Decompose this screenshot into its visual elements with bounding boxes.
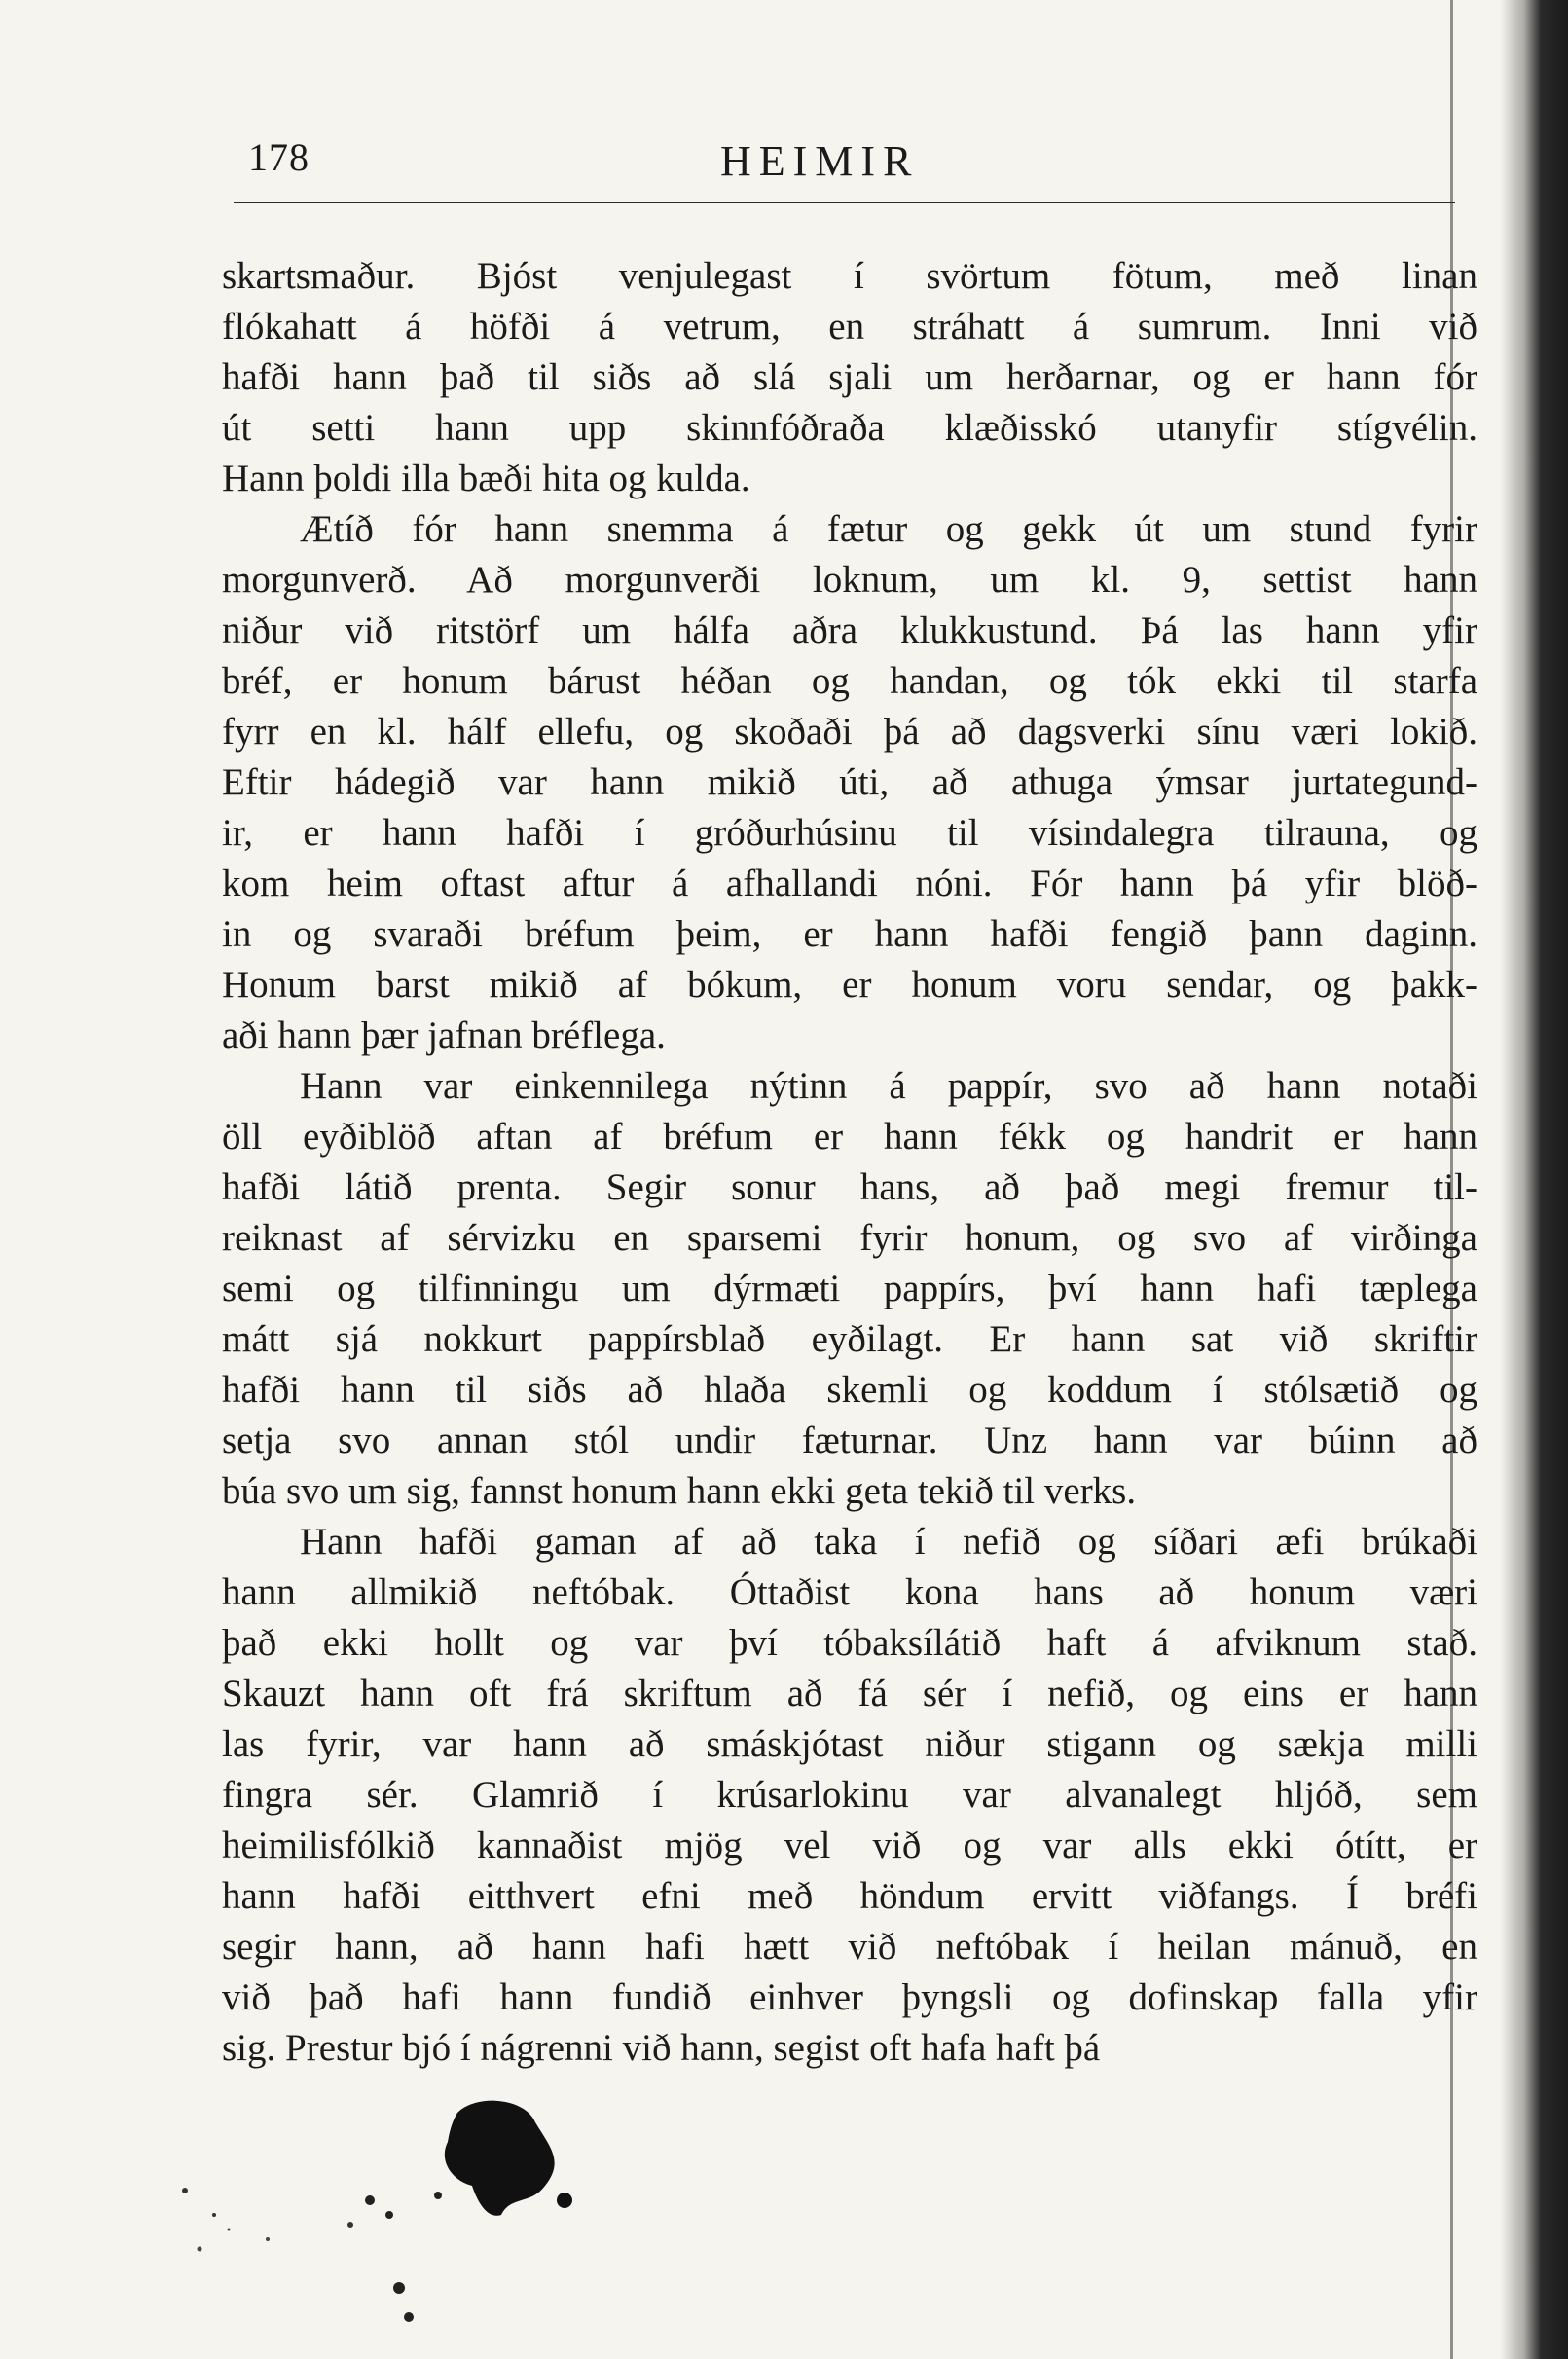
text-line: sig. Prestur bjó í nágrenni við hann, segist oft hafa haft þá [222, 2027, 1101, 2069]
paragraph [222, 1517, 1477, 2074]
text-line: semi og tilfinningu um dýrmæti pappírs, því hann hafi tæplega [222, 1268, 1477, 1309]
header-rule [234, 202, 1455, 203]
text-line: niður við ritstörf um hálfa aðra klukkustund. Þá las hann yfir [222, 609, 1477, 651]
text-line: segir hann, að hann hafi hætt við neftóbak í heilan mánuð, en [222, 1926, 1477, 1968]
text-line: setja svo annan stól undir fæturnar. Unz hann var búinn að [222, 1419, 1477, 1461]
paragraph [222, 251, 1477, 504]
text-line: in og svaraði bréfum þeim, er hann hafði fengið þann daginn. [222, 913, 1477, 955]
text-line: það ekki hollt og var því tóbaksílátið haft á afviknum stað. [222, 1622, 1477, 1664]
page-number: 178 [248, 135, 310, 179]
text-line: Honum barst mikið af bókum, er honum voru sendar, og þakk- [222, 964, 1477, 1006]
text-line: aði hann þær jafnan bréflega. [222, 1014, 666, 1056]
text-line: út setti hann upp skinnfóðraða klæðisskó utanyfir stígvélin. [222, 407, 1477, 449]
running-title: HEIMIR [720, 137, 920, 185]
text-line: hann hafði eitthvert efni með höndum ervitt viðfangs. Í bréfi [222, 1875, 1477, 1917]
text-line: hafði hann til siðs að hlaða skemli og koddum í stólsætið og [222, 1369, 1477, 1411]
text-line: hafði látið prenta. Segir sonur hans, að það megi fremur til- [222, 1166, 1477, 1208]
paragraph [222, 1061, 1477, 1517]
ink-speckles [175, 2171, 565, 2356]
text-line: Hann var einkennilega nýtinn á pappír, svo að hann notaði [300, 1065, 1477, 1107]
text-line: búa svo um sig, fannst honum hann ekki geta tekið til verks. [222, 1470, 1137, 1512]
text-line: flókahatt á höfði á vetrum, en stráhatt á sumrum. Inni við [222, 306, 1477, 348]
binding-edge [1500, 0, 1568, 2359]
text-line: fingra sér. Glamrið í krúsarlokinu var alvanalegt hljóð, sem [222, 1774, 1477, 1816]
text-line: morgunverð. Að morgunverði loknum, um kl. 9, settist hann [222, 559, 1477, 601]
text-line: hann allmikið neftóbak. Óttaðist kona hans að honum væri [222, 1571, 1477, 1613]
text-line: bréf, er honum bárust héðan og handan, og tók ekki til starfa [222, 660, 1477, 702]
text-line: las fyrir, var hann að smáskjótast niður stigann og sækja milli [222, 1723, 1477, 1765]
page-header [248, 127, 1455, 195]
text-line: Skauzt hann oft frá skriftum að fá sér í nefið, og eins er hann [222, 1673, 1477, 1714]
text-line: skartsmaður. Bjóst venjulegast í svörtum fötum, með linan [222, 255, 1477, 297]
text-line: hafði hann það til siðs að slá sjali um herðarnar, og er hann fór [222, 356, 1477, 398]
text-line: ir, er hann hafði í gróðurhúsinu til vísindalegra tilrauna, og [222, 812, 1477, 854]
text-line: öll eyðiblöð aftan af bréfum er hann fékk og handrit er hann [222, 1116, 1477, 1158]
text-line: Eftir hádegið var hann mikið úti, að athuga ýmsar jurtategund- [222, 761, 1477, 803]
text-line: Ætíð fór hann snemma á fætur og gekk út um stund fyrir [300, 508, 1477, 550]
text-line: Hann hafði gaman af að taka í nefið og síðari æfi brúkaði [300, 1521, 1477, 1563]
paragraph [222, 504, 1477, 1061]
text-line: reiknast af sérvizku en sparsemi fyrir honum, og svo af virðinga [222, 1217, 1477, 1259]
text-line: fyrr en kl. hálf ellefu, og skoðaði þá að dagsverki sínu væri lokið. [222, 711, 1477, 753]
text-line: kom heim oftast aftur á afhallandi nóni. Fór hann þá yfir blöð- [222, 863, 1477, 904]
text-line: heimilisfólkið kannaðist mjög vel við og var alls ekki ótítt, er [222, 1825, 1477, 1866]
body-text [222, 251, 1477, 2074]
text-line: mátt sjá nokkurt pappírsblað eyðilagt. Er hann sat við skriftir [222, 1318, 1477, 1360]
text-line: við það hafi hann fundið einhver þyngsli og dofinskap falla yfir [222, 1976, 1477, 2018]
text-line: Hann þoldi illa bæði hita og kulda. [222, 458, 750, 499]
